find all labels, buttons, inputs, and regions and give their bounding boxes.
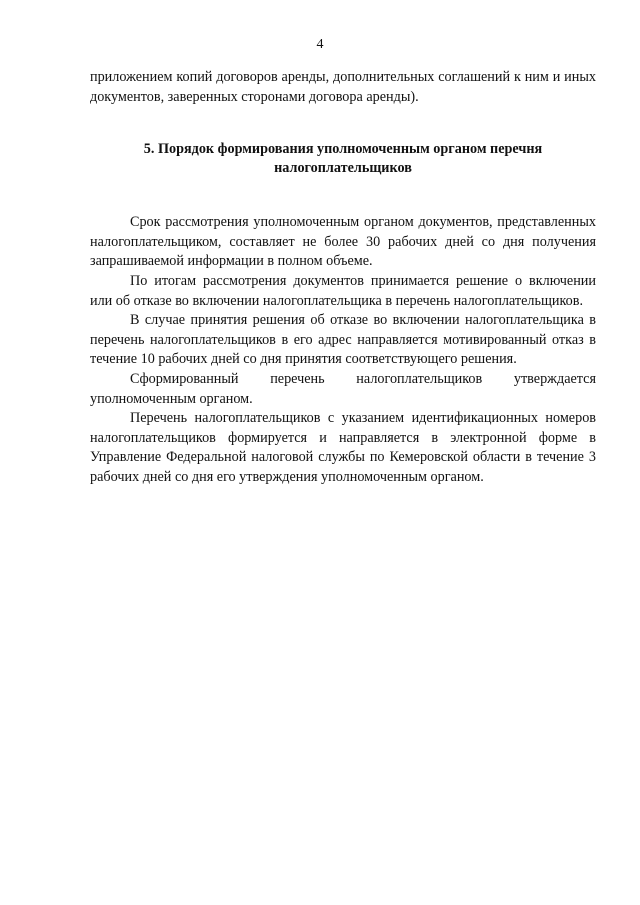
paragraph-refusal: В случае принятия решения об отказе во включении налогоплательщика в перечень налогоплательщиков в его адрес направляется мотивированный отказ в течение 10 рабочих дней со дня принятия соответствующего решения.	[90, 312, 596, 368]
section-heading	[90, 140, 596, 178]
continuation-paragraph: приложением копий договоров аренды, дополнительных соглашений к ним и иных документов, заверенных сторонами договора аренды).	[90, 69, 596, 105]
paragraph-approval: Сформированный перечень налогоплательщиков утверждается уполномоченным органом.	[90, 370, 596, 407]
document-body	[90, 68, 596, 488]
page-number: 4	[316, 37, 324, 52]
paragraph-review-period: Срок рассмотрения уполномоченным органом документов, представленных налогоплательщиком, составляет не более 30 рабочих дней со дня получения запрашиваемой информации в полном объеме.	[90, 214, 596, 270]
section-heading-line-2: налогоплательщиков	[274, 160, 412, 177]
paragraph-submission: Перечень налогоплательщиков с указанием идентификационных номеров налогоплательщиков формируется и направляется в электронной форме в Управление Федеральной налоговой службы по Кемеровской области в течение 3 рабочих дней со дня его утверждения уполномоченным органом.	[90, 410, 596, 485]
paragraph-decision: По итогам рассмотрения документов принимается решение о включении или об отказе во включении налогоплательщика в перечень налогоплательщиков.	[90, 272, 596, 309]
section-heading-line-1: 5. Порядок формирования уполномоченным органом перечня	[143, 141, 543, 158]
